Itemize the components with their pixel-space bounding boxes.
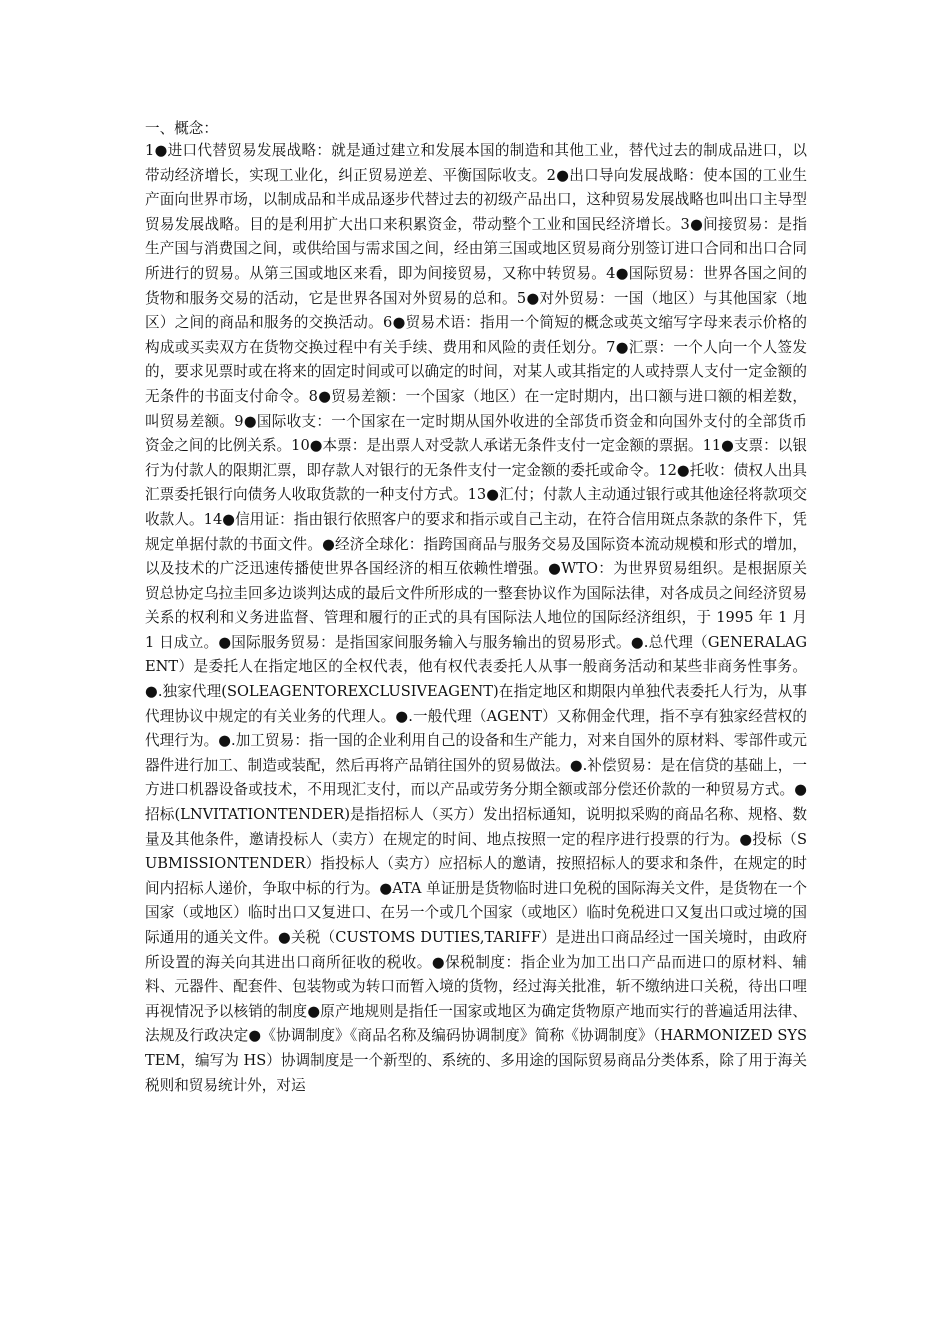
section-heading: 一、概念：	[145, 120, 218, 137]
document-content	[145, 118, 807, 1098]
section-body-text: 1●进口代替贸易发展战略：就是通过建立和发展本国的制造和其他工业，替代过去的制成品进口，以带动经济增长，实现工业化，纠正贸易逆差、平衡国际收支。2●出口导向发展战略：使本国的工业生产面向世界市场，以制成品和半成品逐步代替过去的初级产品出口，这种贸易发展战略也叫出口主导型贸易发展战略。目的是利用扩大出口来积累资金，带动整个工业和国民经济增长。3●间接贸易：是指生产国与消费国之间，或供给国与需求国之间，经由第三国或地区贸易商分别签订进口合同和出口合同所进行的贸易。从第三国或地区来看，即为间接贸易，又称中转贸易。4●国际贸易：世界各国之间的货物和服务交易的活动，它是世界各国对外贸易的总和。5●对外贸易：一国（地区）与其他国家（地区）之间的商品和服务的交换活动。6●贸易术语：指用一个简短的概念或英文缩写字母来表示价格的构成或买卖双方在货物交换过程中有关手续、费用和风险的责任划分。7●汇票：一个人向一个人签发的，要求见票时或在将来的固定时间或可以确定的时间，对某人或其指定的人或持票人支付一定金额的无条件的书面支付命令。8●贸易差额：一个国家（地区）在一定时期内，出口额与进口额的相差数，叫贸易差额。9●国际收支：一个国家在一定时期从国外收进的全部货币资金和向国外支付的全部货币资金之间的比例关系。10●本票：是出票人对受款人承诺无条件支付一定金额的票据。11●支票：以银行为付款人的限期汇票，即存款人对银行的无条件支付一定金额的委托或命令。12●托收：债权人出具汇票委托银行向债务人收取货款的一种支付方式。13●汇付；付款人主动通过银行或其他途径将款项交收款人。14●信用证：指由银行依照客户的要求和指示或自己主动，在符合信用斑点条款的条件下，凭规定单据付款的书面文件。●经济全球化：指跨国商品与服务交易及国际资本流动规模和形式的增加，以及技术的广泛迅速传播使世界各国经济的相互依赖性增强。●WTO：为世界贸易组织。是根据原关贸总协定乌拉圭回多边谈判达成的最后文件所形成的一整套协议作为国际法律，对各成员之间经济贸易关系的权利和义务进监督、管理和履行的正式的具有国际法人地位的国际经济组织，于 1995 年 1 月 1 日成立。●国际服务贸易：是指国家间服务输入与服务输出的贸易形式。●.总代理（GENERALAGENT）是委托人在指定地区的全权代表，他有权代表委托人从事一般商务活动和某些非商务性事务。●.独家代理(SOLEAGENTOREXCLUSIVEAGENT)在指定地区和期限内单独代表委托人行为，从事代理协议中规定的有关业务的代理人。●.一般代理（AGENT）又称佣金代理，指不享有独家经营权的代理行为。●.加工贸易：指一国的企业利用自己的设备和生产能力，对来自国外的原材料、零部件或元器件进行加工、制造或装配，然后再将产品销往国外的贸易做法。●.补偿贸易：是在信贷的基础上，一方进口机器设备或技术，不用现汇支付，而以产品或劳务分期全额或部分偿还价款的一种贸易方式。●招标(LNVITATIONTENDER)是指招标人（买方）发出招标通知，说明拟采购的商品名称、规格、数量及其他条件，邀请投标人（卖方）在规定的时间、地点按照一定的程序进行投票的行为。●投标（SUBMISSIONTENDER）指投标人（卖方）应招标人的邀请，按照招标人的要求和条件，在规定的时间内招标人递价，争取中标的行为。●ATA 单证册是货物临时进口免税的国际海关文件，是货物在一个国家（或地区）临时出口又复进口、在另一个或几个国家（或地区）临时免税进口又复出口或过境的国际通用的通关文件。●关税（CUSTOMS DUTIES,TARIFF）是进出口商品经过一国关境时，由政府所设置的海关向其进出口商所征收的税收。●保税制度：指企业为加工出口产品而进口的原材料、辅料、元器件、配套件、包装物或为转口而暂入境的货物，经过海关批准，斩不缴纳进口关税，待出口哩再视情况予以核销的制度●原产地规则是指任一国家或地区为确定货物原产地而实行的普遍适用法律、法规及行政决定●《协调制度》《商品名称及编码协调制度》简称《协调制度》（HARMONIZED SYSTEM，编写为 HS）协调制度是一个新型的、系统的、多用途的国际贸易商品分类体系，除了用于海关税则和贸易统计外，对运	[145, 142, 807, 1094]
